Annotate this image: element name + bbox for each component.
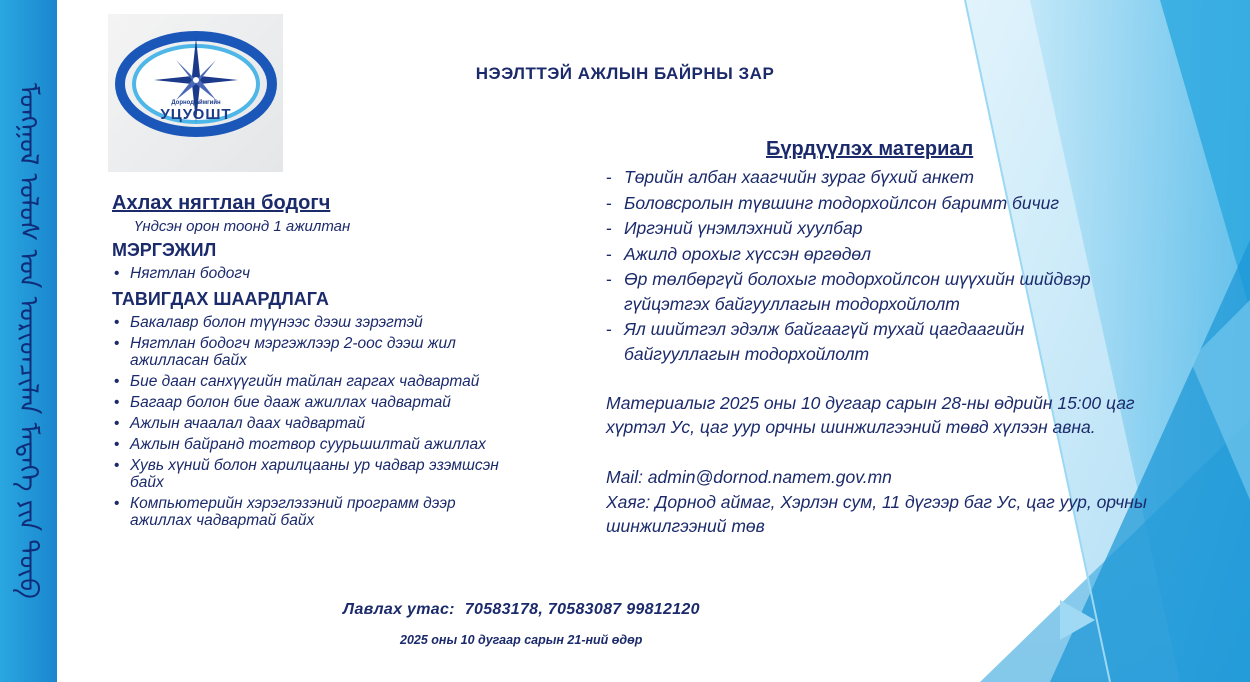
list-item: • Бие даан санхүүгийн тайлан гаргах чадвартай <box>114 373 580 390</box>
address-text: Хаяг: Дорнод аймаг, Хэрлэн сум, 11 дүгээр баг Ус, цаг уур, орчны шинжилгээний төв <box>606 492 1147 536</box>
organization-logo <box>108 14 283 172</box>
list-item: - Төрийн албан хаагчийн зураг бүхий анкет <box>606 165 1166 190</box>
list-item: • Нягтлан бодогч мэргэжлээр 2-оос дээш жил ажилласан байх <box>114 335 530 369</box>
phone-label: Лавлах утас: <box>343 601 455 618</box>
logo-text: УЦУОШТ <box>160 106 232 123</box>
list-item: - Иргэний үнэмлэхний хуулбар <box>606 216 1166 241</box>
compass-star-logo-icon <box>108 14 283 172</box>
materials-heading: Бүрдүүлэх материал <box>766 138 974 160</box>
list-item: • Ажлын байранд тогтвор суурьшилтай ажиллах <box>114 436 580 453</box>
deadline-text: Материалыг 2025 оны 10 дугаар сарын 28-ны өдрийн 15:00 цаг хүртэл Ус, цаг уур орчны шинжилгээний төвд хүлээн авна. <box>606 393 1135 437</box>
list-item: - Боловсролын түвшинг тодорхойлсон баримт бичиг <box>606 191 1166 216</box>
list-item: - Өр төлбөргүй болохыг тодорхойлсон шүүхийн шийдвэр гүйцэтгэх байгууллагын тодорхойлолт <box>606 267 1124 316</box>
list-item: • Хувь хүний болон харилцааны ур чадвар эзэмшсэн байх <box>114 457 500 491</box>
list-item: - Ял шийтгэл эдэлж байгаагүй тухай цагдаагийн байгууллагын тодорхойлолт <box>606 317 1124 366</box>
announcement-date: 2025 оны 10 дугаар сарын 21-ний өдөр <box>400 633 643 647</box>
profession-list <box>114 265 250 282</box>
requirements-heading: ТАВИГДАХ ШААРДЛАГА <box>112 289 329 309</box>
list-item: • Ажлын ачаалал даах чадвартай <box>114 415 580 432</box>
list-item: • Компьютерийн хэрэглэзэний программ дээр ажиллах чадвартай байх <box>114 495 520 529</box>
list-item: - Ажилд орохыг хүссэн өргөдөл <box>606 242 1166 267</box>
list-item: • Нягтлан бодогч <box>114 265 250 282</box>
phone-line <box>343 601 700 619</box>
left-side-strip <box>0 0 57 682</box>
page-title: НЭЭЛТТЭЙ АЖЛЫН БАЙРНЫ ЗАР <box>475 64 775 83</box>
list-item: • Бакалавр болон түүнээс дээш зэрэгтэй <box>114 314 580 331</box>
mongolian-script-text: ᠮᠣᠩᠭᠣᠯ ᠤᠯᠤᠰ ᠤᠨ ᠤᠷᠢᠳᠴᠢᠯᠠᠨ ᠮᠡᠳᠡᠭᠡ ᠶᠢᠨ ᠲᠥᠪ <box>13 83 43 599</box>
requirements-list <box>114 314 580 533</box>
phone-numbers: 70583178, 70583087 99812120 <box>464 601 700 618</box>
mail-text: Mail: admin@dornod.namem.gov.mn <box>606 467 892 487</box>
logo-caption: Дорнод аймгийн <box>171 100 221 106</box>
profession-heading: МЭРГЭЖИЛ <box>112 240 217 260</box>
position-subtitle: Үндсэн орон тоонд 1 ажилтан <box>134 218 351 235</box>
materials-list <box>606 165 1166 367</box>
position-title: Ахлах нягтлан бодогч <box>112 192 331 214</box>
list-item: • Багаар болон бие дааж ажиллах чадвартай <box>114 394 580 411</box>
